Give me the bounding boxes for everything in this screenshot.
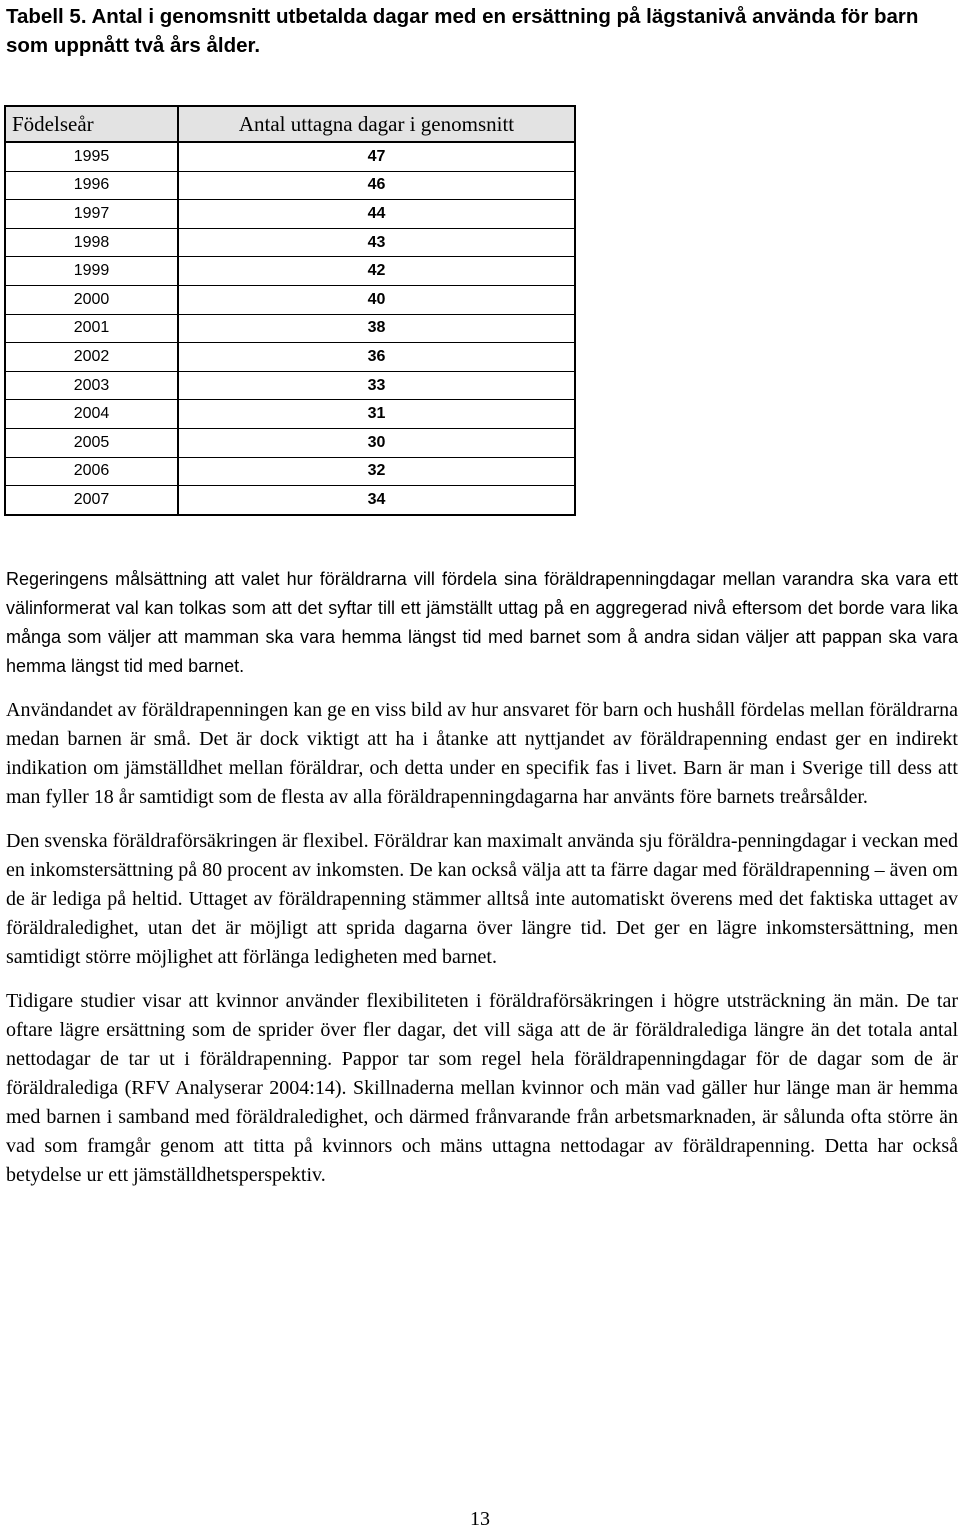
cell-year: 2002: [5, 343, 178, 372]
table-row: [5, 200, 575, 229]
table-row: [5, 457, 575, 486]
days-table: [4, 105, 576, 516]
cell-year: 1997: [5, 200, 178, 229]
cell-days: 30: [178, 428, 575, 457]
table-row: [5, 257, 575, 286]
table-header-row: [5, 106, 575, 142]
cell-days: 31: [178, 400, 575, 429]
cell-year: 1996: [5, 171, 178, 200]
cell-days: 36: [178, 343, 575, 372]
cell-days: 47: [178, 142, 575, 171]
cell-year: 1999: [5, 257, 178, 286]
paragraph-previous-studies: Tidigare studier visar att kvinnor använder flexibiliteten i föräldraförsäkringen i högre utsträckning än män. De tar oftare lägre ersättning som de sprider över fler dagar, det vill säga att de är föräldralediga längre än det totala antal nettodagar de tar ut i föräldrapenning. Pappor tar som regel hela föräldrapenningdagar för de dagar som de är föräldralediga (RFV Analyserar 2004:14). Skillnaderna mellan kvinnor och män vad gäller hur länge man är hemma med barnen i samband med föräldraledighet, och därmed frånvarande från arbetsmarknaden, är sålunda ofta större än vad som framgår genom att titta på kvinnors och mäns uttagna nettodagar av föräldrapenning. Detta har också betydelse ur ett jämställdhetsperspektiv.: [6, 990, 958, 1186]
cell-days: 42: [178, 257, 575, 286]
table-row: [5, 171, 575, 200]
cell-year: 2001: [5, 314, 178, 343]
table-row: [5, 142, 575, 171]
page-number: 13: [470, 1508, 490, 1530]
cell-days: 43: [178, 228, 575, 257]
cell-year: 2006: [5, 457, 178, 486]
cell-days: 46: [178, 171, 575, 200]
cell-year: 2007: [5, 486, 178, 515]
table-row: [5, 428, 575, 457]
cell-year: 2003: [5, 371, 178, 400]
cell-days: 40: [178, 285, 575, 314]
table-caption: Tabell 5. Antal i genomsnitt utbetalda dagar med en ersättning på lägstanivå använda för barn som uppnått två års ålder.: [6, 5, 919, 57]
table-row: [5, 314, 575, 343]
table-row: [5, 371, 575, 400]
cell-year: 1998: [5, 228, 178, 257]
table-row: [5, 486, 575, 515]
cell-days: 32: [178, 457, 575, 486]
cell-days: 38: [178, 314, 575, 343]
table-row: [5, 343, 575, 372]
paragraph-usage: Användandet av föräldrapenningen kan ge en viss bild av hur ansvaret för barn och hushåll fördelas mellan föräldrarna medan barnen är små. Det är dock viktigt att ha i åtanke att nyttjandet av föräldrapenning endast ger en indirekt indikation om jämställdhet mellan föräldrar, och detta under en specifik fas i livet. Barn är man i Sverige till dess att man fyller 18 år samtidigt som de flesta av alla föräldrapenningdagarna har använts före barnets treårsålder.: [6, 699, 958, 808]
paragraph-goal: Regeringens målsättning att valet hur föräldrarna vill fördela sina föräldrapenningdagar mellan varandra ska vara ett välinformerat val kan tolkas som att det syftar till ett jämställt uttag på en aggregerad nivå eftersom det borde vara lika många som väljer att mamman ska vara hemma längst tid med barnet som å andra sidan väljer att pappan ska vara hemma längst tid med barnet.: [6, 569, 958, 676]
cell-year: 2005: [5, 428, 178, 457]
cell-days: 33: [178, 371, 575, 400]
header-average-days: Antal uttagna dagar i genomsnitt: [178, 106, 575, 142]
cell-year: 1995: [5, 142, 178, 171]
body-text: [6, 565, 958, 1205]
header-birth-year: Födelseår: [5, 106, 178, 142]
cell-year: 2000: [5, 285, 178, 314]
table-row: [5, 285, 575, 314]
cell-days: 34: [178, 486, 575, 515]
table-row: [5, 228, 575, 257]
table-row: [5, 400, 575, 429]
paragraph-flexibility: Den svenska föräldraförsäkringen är flexibel. Föräldrar kan maximalt använda sju föräldra-penningdagar i veckan med en inkomstersättning på 80 procent av inkomsten. De kan också välja att ta färre dagar med föräldrapenning – även om de är lediga på heltid. Uttaget av föräldrapenning stämmer alltså inte automatiskt överens med det faktiska uttaget av föräldraledighet, utan det är möjligt att sprida dagarna över längre tid. Det ger en lägre inkomstersättning, men samtidigt större möjlighet att förlänga ledigheten med barnet.: [6, 830, 958, 968]
cell-year: 2004: [5, 400, 178, 429]
cell-days: 44: [178, 200, 575, 229]
